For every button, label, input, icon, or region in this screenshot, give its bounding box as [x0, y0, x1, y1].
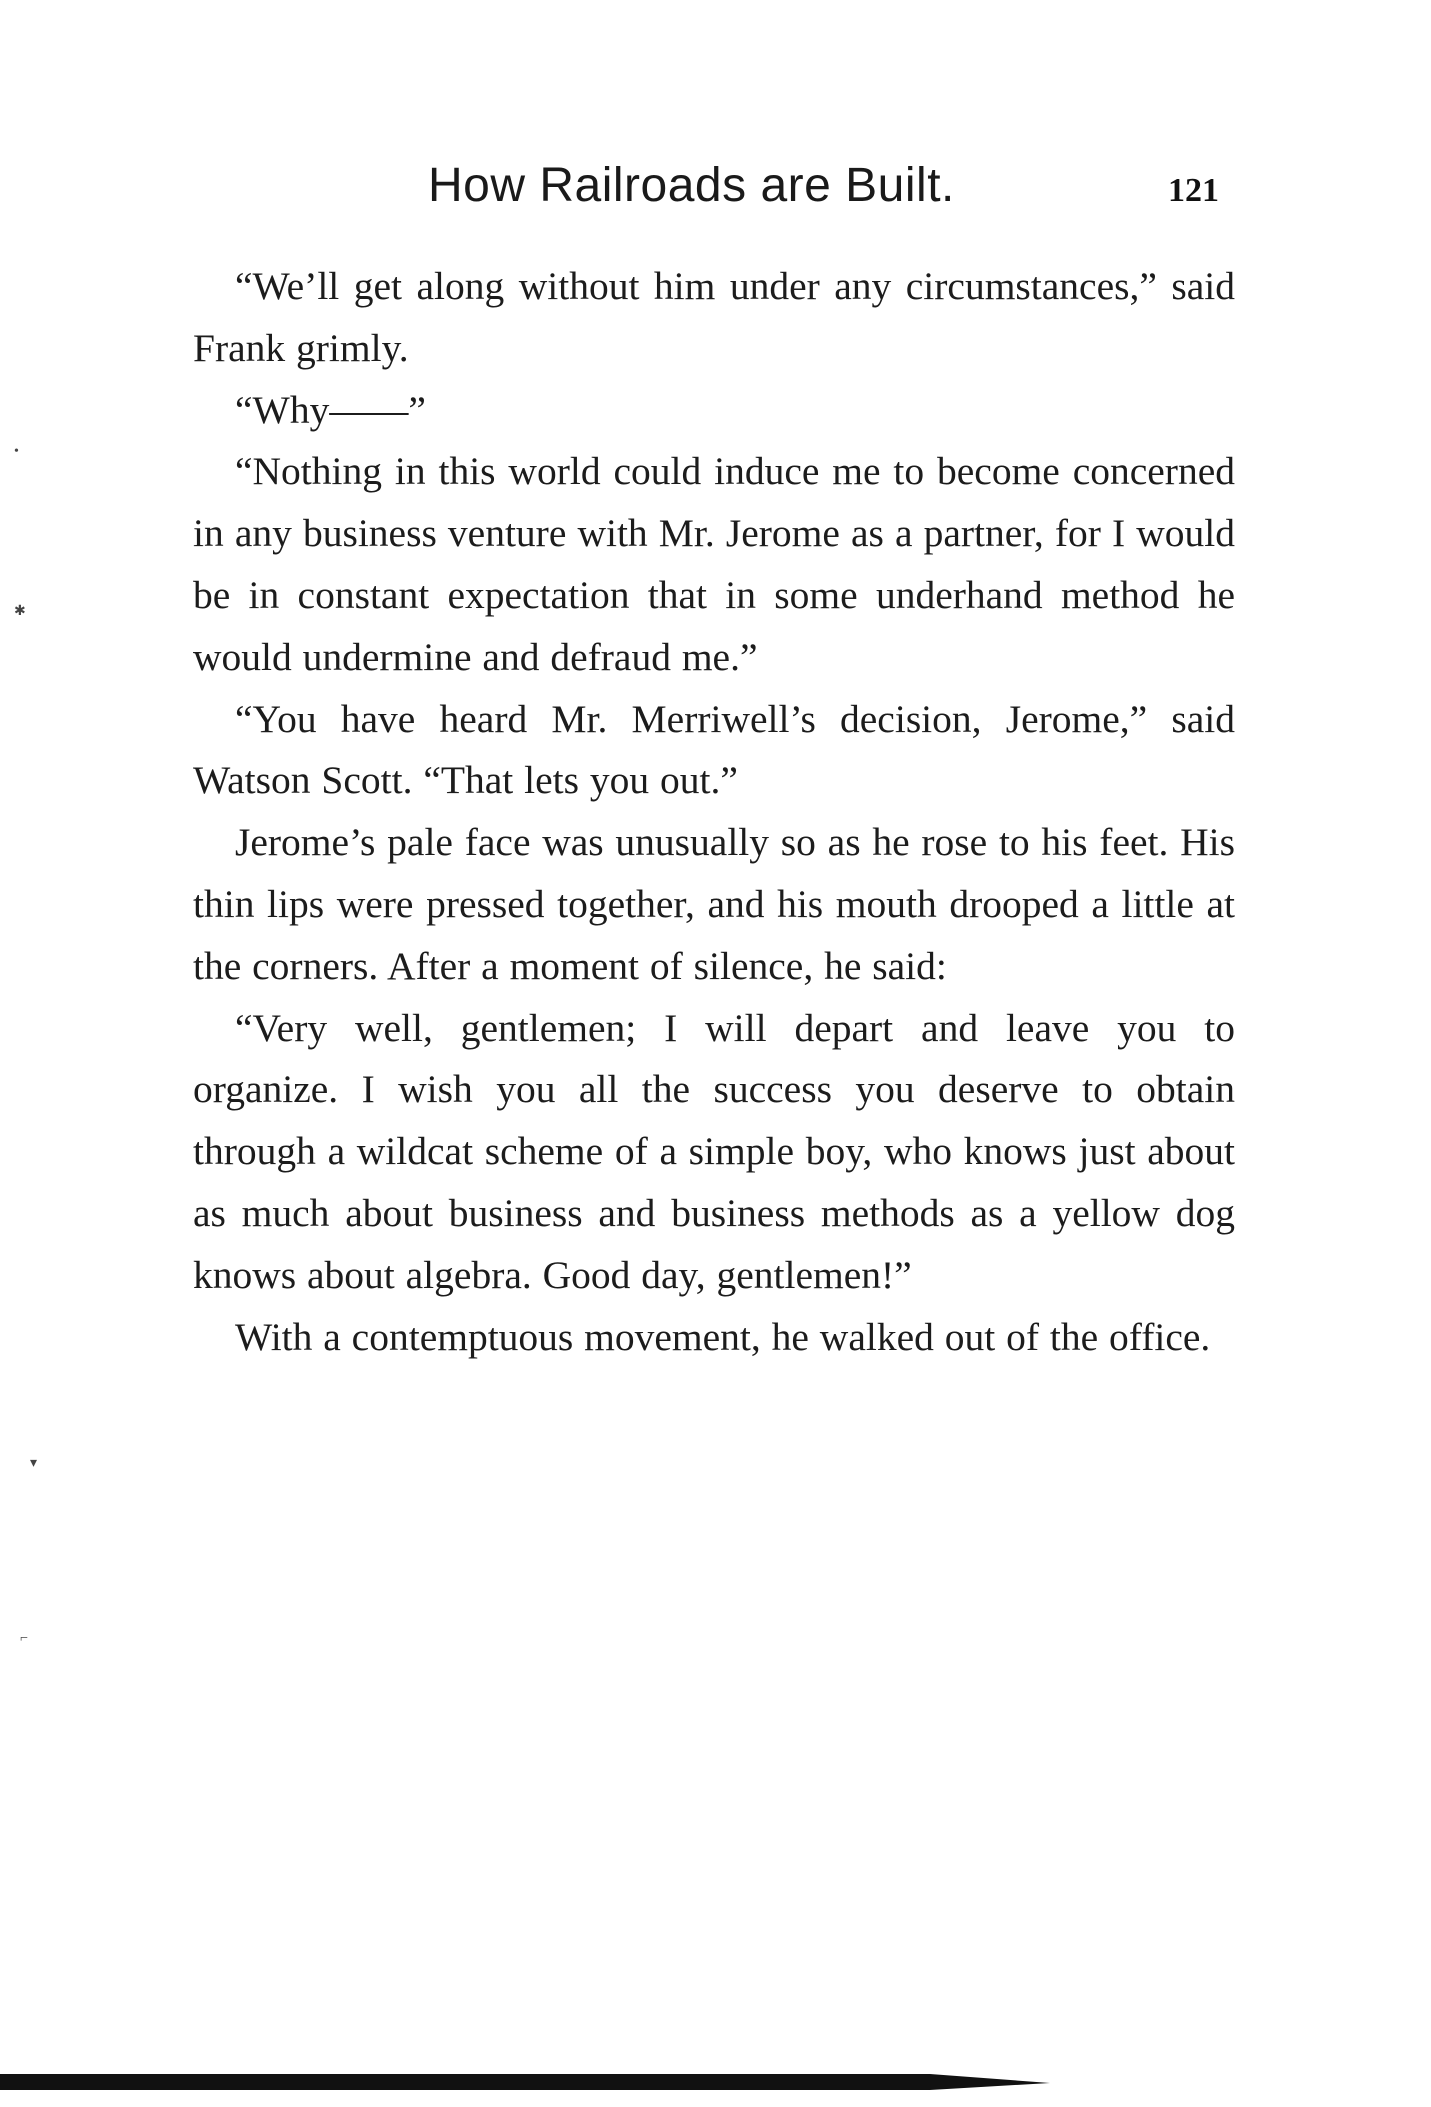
paragraph: “Very well, gentlemen; I will depart and leave you to organize. I wish you all the success you deserve to obtain through a wildcat scheme of a simple boy, who knows just about as much about business and business methods as a yellow dog knows about algebra. Good day, gentlemen!”: [193, 1005, 1235, 1297]
paragraph: “We’ll get along without him under any circumstances,” said Frank grimly.: [193, 264, 1235, 370]
paragraph: Jerome’s pale face was unusually so as he rose to his feet. His thin lips were pressed together, and his mouth drooped a little at the corners. After a moment of silence, he said:: [193, 820, 1235, 988]
running-title: How Railroads are Built.: [428, 159, 955, 212]
scan-speck: ▾: [30, 1456, 38, 1471]
body-text: [193, 256, 1235, 1368]
scan-speck: ⌐: [20, 1631, 28, 1646]
paragraph: “You have heard Mr. Merriwell’s decision, Jerome,” said Watson Scott. “That lets you out.”: [193, 696, 1235, 803]
page-header: [0, 150, 1431, 230]
paragraph: With a contemptuous movement, he walked out of the office.: [235, 1314, 1211, 1359]
scan-speck: ✱: [14, 604, 26, 619]
paragraph: “Nothing in this world could induce me to become concerned in any business venture with Mr. Jerome as a partner, for I would be in constant expectation that in some underhand method he would undermine and defraud me.”: [193, 449, 1235, 679]
bottom-scan-rule: [0, 2072, 1050, 2090]
scan-speck: •: [14, 444, 19, 459]
paragraph: “Why——”: [235, 387, 426, 432]
page-number: 121: [1168, 172, 1219, 209]
